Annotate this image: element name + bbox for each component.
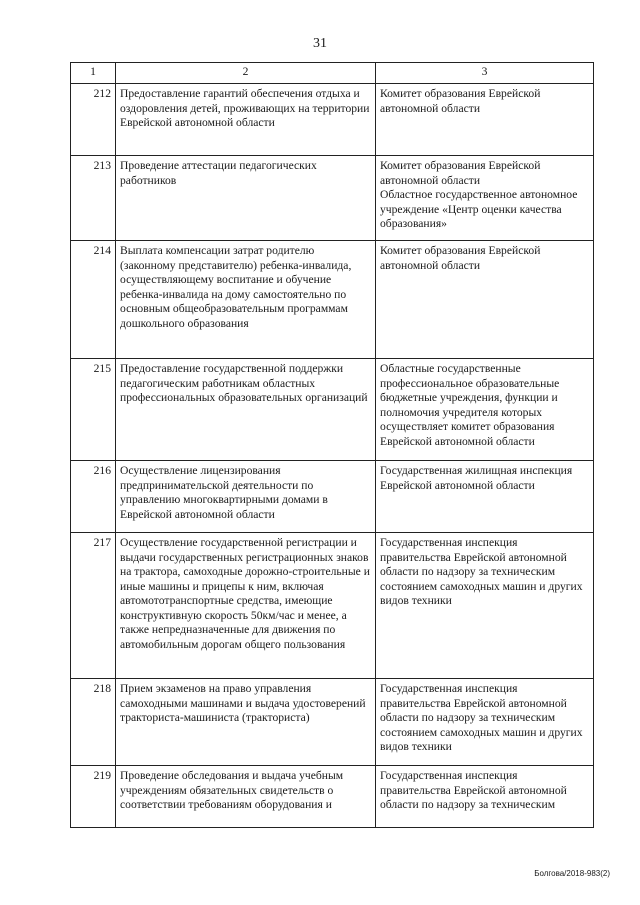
- service-name: Выплата компенсации затрат родителю (законному представителю) ребенка-инвалида, осуществляющему воспитание и обучение ребенка-инвалида на дому самостоятельно по основным общеобразовательным программам дошкольного образования: [116, 241, 376, 359]
- responsible-authority: Государственная жилищная инспекция Еврейской автономной области: [376, 461, 594, 533]
- document-code: Болгова/2018-983(2): [534, 869, 610, 878]
- service-name: Проведение аттестации педагогических работников: [116, 156, 376, 241]
- row-number: 215: [71, 359, 116, 461]
- service-name: Проведение обследования и выдача учебным учреждениям обязательных свидетельств о соответствии требованиям оборудования и: [116, 766, 376, 828]
- table-row: [71, 84, 594, 156]
- row-number: 212: [71, 84, 116, 156]
- row-number: 214: [71, 241, 116, 359]
- column-header-authority: 3: [376, 63, 594, 84]
- table-row: [71, 679, 594, 766]
- row-number: 218: [71, 679, 116, 766]
- table-row: [71, 241, 594, 359]
- service-name: Предоставление гарантий обеспечения отдыха и оздоровления детей, проживающих на территории Еврейской автономной области: [116, 84, 376, 156]
- table-row: [71, 156, 594, 241]
- service-name: Осуществление государственной регистрации и выдачи государственных регистрационных знаков на трактора, самоходные дорожно-строительные и иные машины и прицепы к ним, включая автомототранспортные средства, имеющие конструктивную скорость 50км/час и менее, а также непредназначенные для движения по автомобильным дорогам общего пользования: [116, 533, 376, 679]
- responsible-authority: Государственная инспекция правительства Еврейской автономной области по надзору за техническим состоянием самоходных машин и других видов техники: [376, 533, 594, 679]
- page-number: 31: [313, 36, 327, 51]
- table-row: [71, 461, 594, 533]
- table-row: [71, 766, 594, 828]
- responsible-authority: Областные государственные профессиональное образовательные бюджетные учреждения, функции и полномочия учредителя которых осуществляет комитет образования Еврейской автономной области: [376, 359, 594, 461]
- table-header-row: [71, 63, 594, 84]
- service-name: Прием экзаменов на право управления самоходными машинами и выдача удостоверений тракториста-машиниста (тракториста): [116, 679, 376, 766]
- responsible-authority: Государственная инспекция правительства Еврейской автономной области по надзору за техническим состоянием самоходных машин и других видов техники: [376, 679, 594, 766]
- responsible-authority: Комитет образования Еврейской автономной области: [376, 241, 594, 359]
- service-name: Осуществление лицензирования предпринимательской деятельности по управлению многоквартирными домами в Еврейской автономной области: [116, 461, 376, 533]
- service-name: Предоставление государственной поддержки педагогическим работникам областных профессиональных образовательных организаций: [116, 359, 376, 461]
- row-number: 217: [71, 533, 116, 679]
- table-row: [71, 533, 594, 679]
- row-number: 213: [71, 156, 116, 241]
- column-header-service: 2: [116, 63, 376, 84]
- responsible-authority: Комитет образования Еврейской автономной области Областное государственное автономное учреждение «Центр оценки качества образования»: [376, 156, 594, 241]
- column-header-number: 1: [71, 63, 116, 84]
- row-number: 216: [71, 461, 116, 533]
- row-number: 219: [71, 766, 116, 828]
- responsible-authority: Комитет образования Еврейской автономной области: [376, 84, 594, 156]
- services-table: [70, 62, 594, 828]
- table-row: [71, 359, 594, 461]
- responsible-authority: Государственная инспекция правительства Еврейской автономной области по надзору за техническим: [376, 766, 594, 828]
